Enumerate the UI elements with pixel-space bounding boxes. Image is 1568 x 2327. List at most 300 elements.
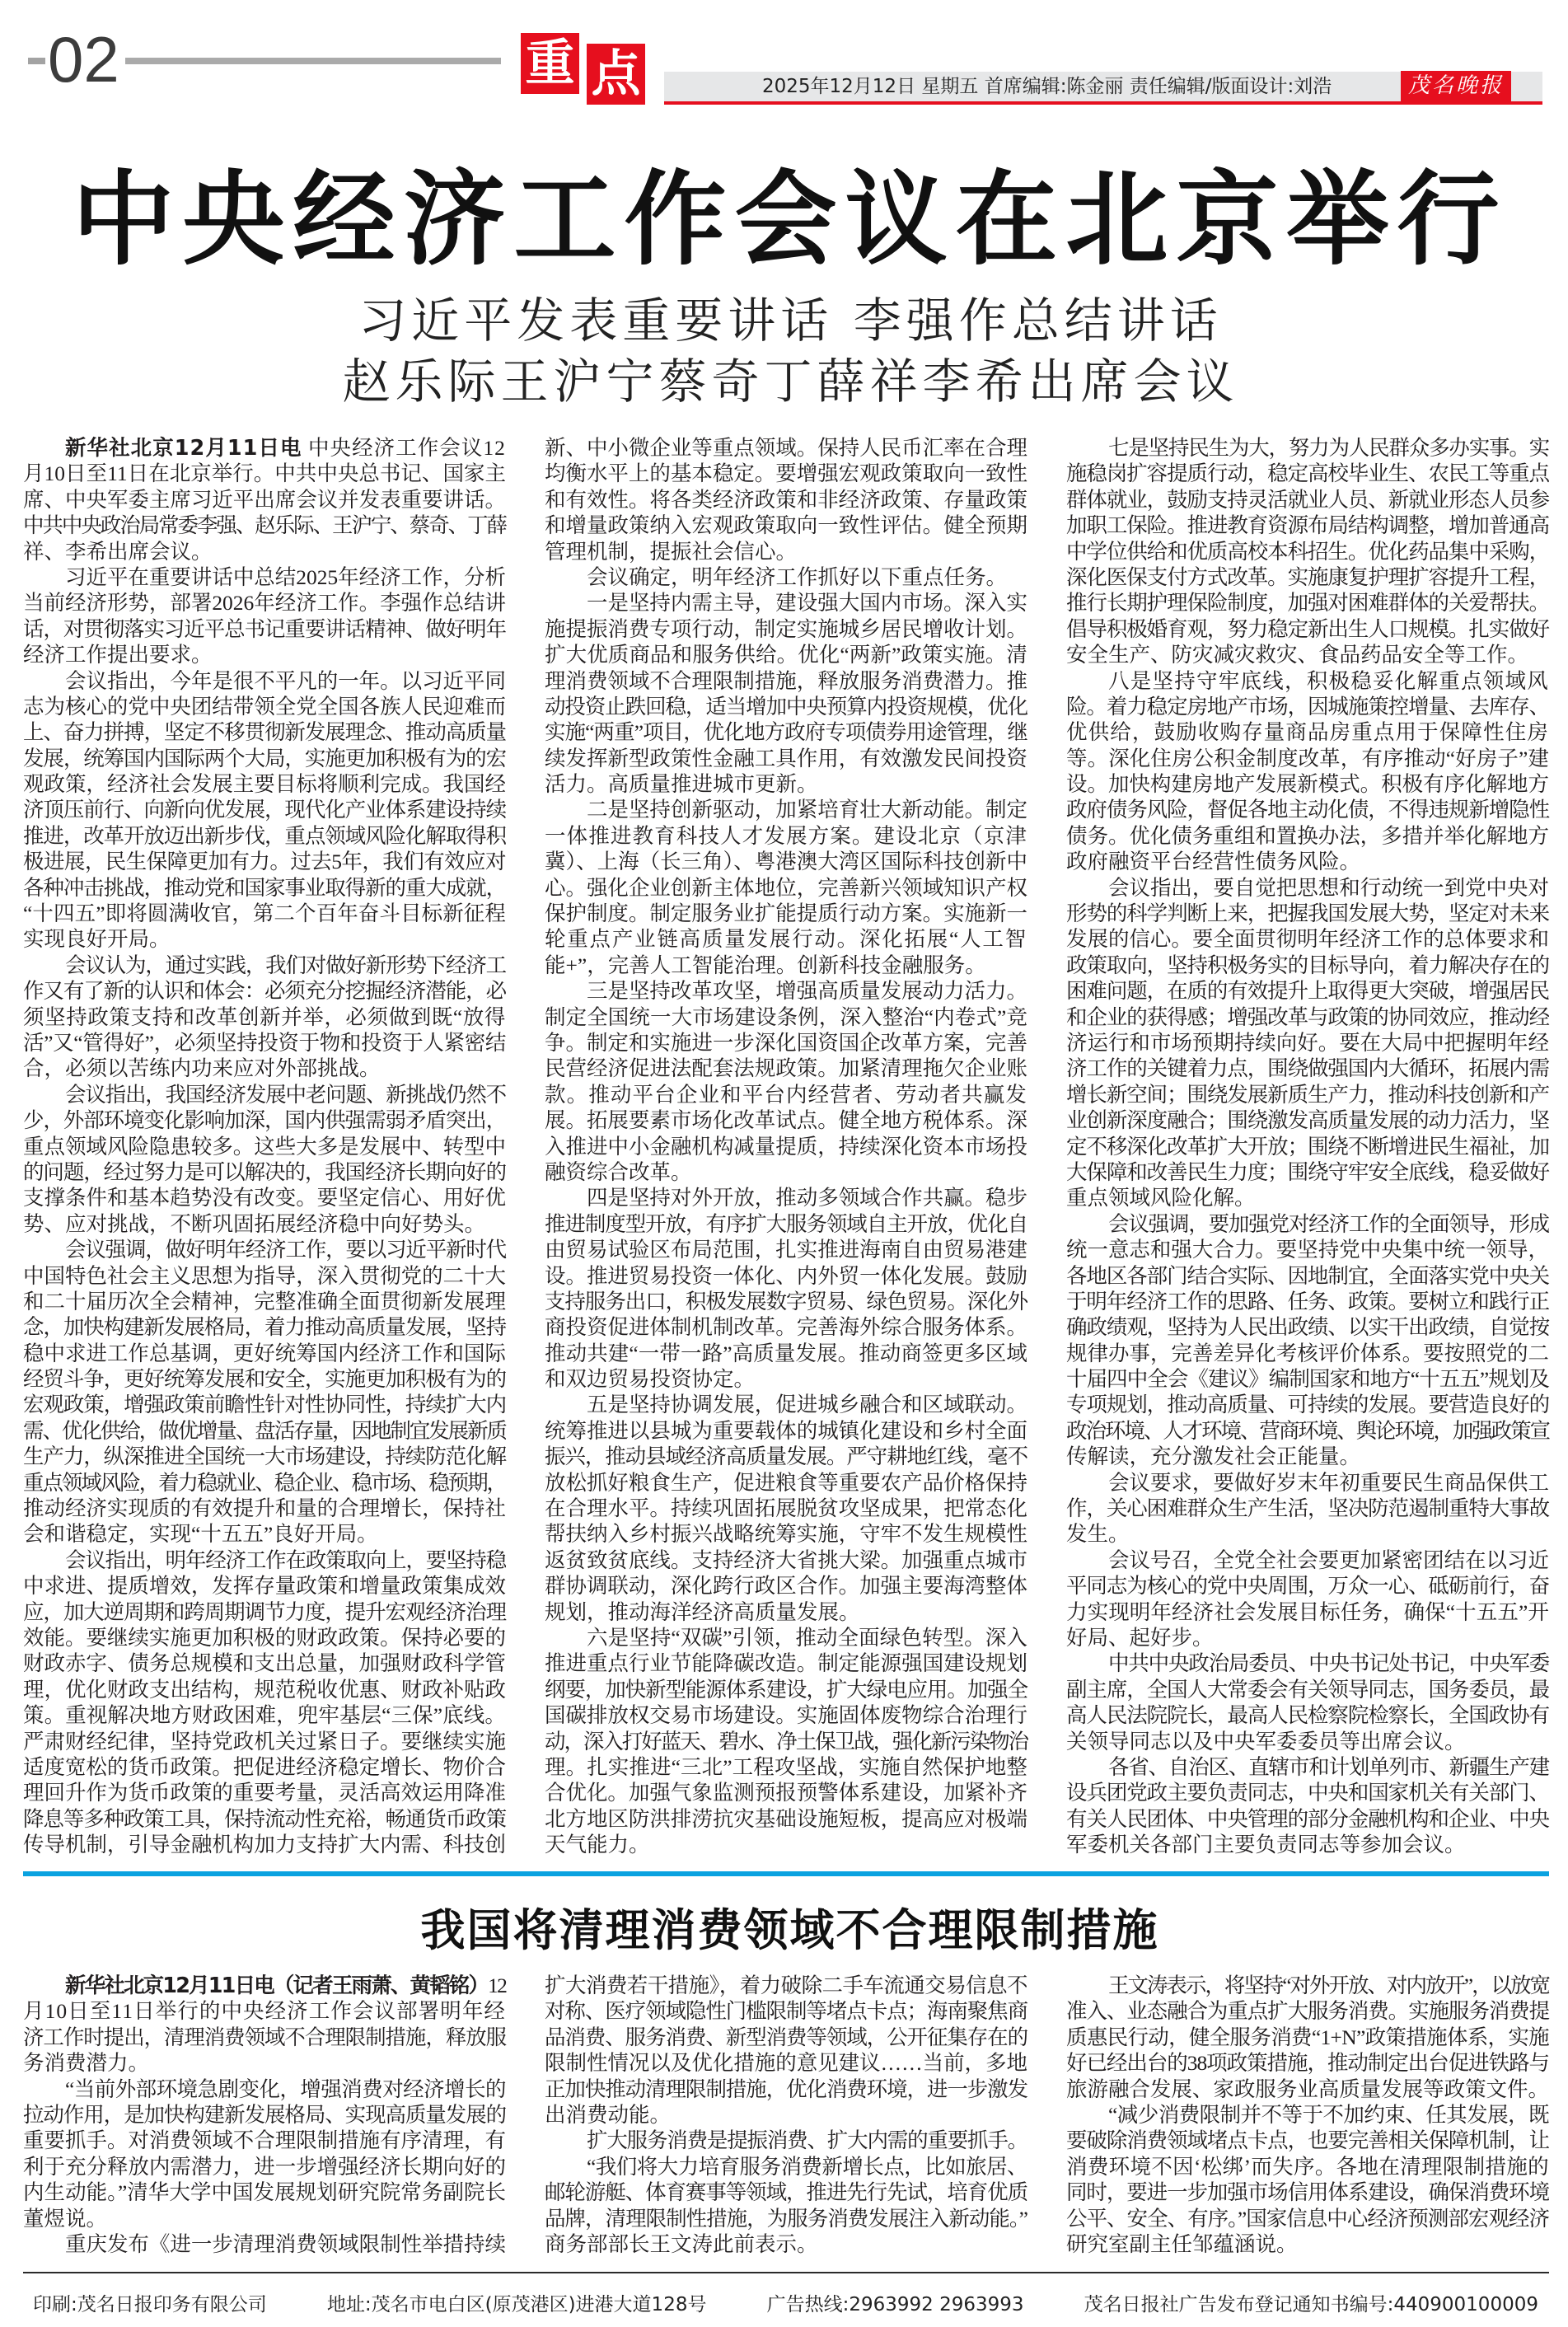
text-line bbox=[545, 539, 1027, 564]
text-line bbox=[1066, 2128, 1549, 2153]
line-content bbox=[23, 901, 506, 926]
line-text: 稳中求进工作总基调，更好统筹国内经济工作和国际 bbox=[23, 1341, 506, 1365]
text-line bbox=[23, 901, 506, 926]
text-line bbox=[545, 1496, 1027, 1521]
text-line bbox=[545, 435, 1027, 461]
text-line bbox=[1066, 1341, 1549, 1366]
line-text: 中共中央政治局常委李强、赵乐际、王沪宁、蔡奇、丁薛 bbox=[23, 513, 506, 538]
line-content bbox=[545, 1107, 1027, 1133]
text-line bbox=[545, 1702, 1027, 1728]
line-content bbox=[23, 1056, 381, 1081]
text-line bbox=[545, 1185, 1027, 1210]
text-line bbox=[545, 1341, 1027, 1366]
text-line bbox=[23, 953, 506, 978]
line-content bbox=[545, 1547, 1027, 1573]
line-content bbox=[23, 746, 506, 771]
line-text: 定不移深化改革扩大开放；围绕不断增进民生福祉，加 bbox=[1066, 1134, 1549, 1159]
text-line bbox=[1066, 1599, 1549, 1625]
line-text: 和企业的获得感；增强改革与政策的协同效应，推动经 bbox=[1066, 1004, 1549, 1029]
line-text: 发生。 bbox=[1066, 1522, 1130, 1547]
text-line bbox=[1066, 435, 1549, 461]
line-content bbox=[587, 978, 1027, 1004]
line-content bbox=[1066, 746, 1549, 771]
line-content bbox=[545, 875, 1027, 901]
line-content bbox=[1066, 1030, 1549, 1056]
line-content bbox=[587, 1625, 1027, 1650]
line-text: 发展的信心。要全面贯彻明年经济工作的总体要求和 bbox=[1066, 927, 1549, 952]
text-line bbox=[1066, 1832, 1549, 1857]
text-line bbox=[1066, 953, 1549, 978]
line-text: 务消费潜力。 bbox=[23, 2051, 150, 2076]
text-line bbox=[1066, 1030, 1549, 1056]
line-text: 保护制度。制定服务业扩能提质行动方案。实施新一 bbox=[545, 901, 1027, 926]
line-content bbox=[1066, 1832, 1466, 1857]
line-text: 各种冲击挑战，推动党和国家事业取得新的重大成就， bbox=[23, 875, 506, 900]
line-content bbox=[1066, 1263, 1549, 1289]
text-line bbox=[23, 1289, 506, 1314]
text-line bbox=[1066, 1159, 1549, 1185]
line-content bbox=[23, 926, 171, 952]
line-text: 大保障和改善民生力度；围绕守牢安全底线，稳妥做好 bbox=[1066, 1159, 1549, 1184]
text-line bbox=[1066, 1625, 1549, 1650]
line-content bbox=[545, 1082, 1027, 1107]
text-line bbox=[545, 668, 1027, 694]
line-text: 均衡水平上的基本稳定。要增强宏观政策取向一致性 bbox=[545, 461, 1027, 486]
text-line bbox=[545, 2128, 1027, 2153]
text-line bbox=[545, 1107, 1027, 1133]
line-text: 施稳岗扩容提质行动，稳定高校毕业生、农民工等重点 bbox=[1066, 461, 1549, 486]
line-text: 帮扶纳入乡村振兴战略统筹实施，守牢不发生规模性 bbox=[545, 1522, 1027, 1547]
text-line bbox=[545, 926, 1027, 952]
line-text: 研究室副主任邹蕴涵说。 bbox=[1066, 2231, 1298, 2256]
text-line bbox=[545, 1470, 1027, 1496]
line-content bbox=[65, 564, 506, 590]
line-content bbox=[1066, 823, 1549, 849]
text-line bbox=[1066, 2050, 1549, 2076]
line-content bbox=[1066, 694, 1549, 719]
line-text: 适度宽松的货币政策。把促进经济稳定增长、物价合 bbox=[23, 1754, 506, 1779]
text-line bbox=[1066, 2180, 1549, 2205]
text-line bbox=[545, 1211, 1027, 1237]
line-content bbox=[545, 1729, 1027, 1754]
line-text: 要破除消费领域堵点卡点，也要完善相关保障机制，让 bbox=[1066, 2128, 1549, 2153]
subheadline bbox=[0, 290, 1568, 412]
line-content bbox=[545, 1366, 755, 1392]
line-text: 能+”，完善人工智能治理。创新科技金融服务。 bbox=[545, 953, 986, 977]
line-text: 旅游融合发展、家政服务业高质量发展等政策文件。 bbox=[1066, 2077, 1549, 2101]
line-content bbox=[1066, 1314, 1549, 1340]
line-text: 加职工保险。推进教育资源布局结构调整，增加普通高 bbox=[1066, 513, 1549, 538]
line-text: 轮重点产业链高质量发展行动。深化拓展“人工智 bbox=[545, 927, 1027, 952]
text-line bbox=[1066, 616, 1549, 642]
line-text: 策。重视解决地方财政困难，兜牢基层“三保”底线。 bbox=[23, 1703, 506, 1728]
line-text: 天气能力。 bbox=[545, 1833, 650, 1857]
line-content bbox=[545, 1998, 1027, 2024]
line-text: 推动共建“一带一路”高质量发展。推动商签更多区域 bbox=[545, 1341, 1027, 1365]
header-red-rule bbox=[664, 101, 1542, 105]
line-content bbox=[1066, 953, 1549, 978]
line-content bbox=[23, 1211, 485, 1237]
text-line bbox=[23, 694, 506, 719]
text-line bbox=[23, 771, 506, 797]
line-text: 会议认为，通过实践，我们对做好新形势下经济工 bbox=[65, 953, 506, 977]
text-line bbox=[23, 1702, 506, 1728]
line-text: 统一意志和强大合力。要坚持党中央集中统一领导， bbox=[1066, 1238, 1549, 1262]
line-content bbox=[545, 746, 1027, 771]
footer-address: 地址:茂名市电白区(原茂港区)进港大道128号 bbox=[326, 2294, 707, 2315]
text-line bbox=[1066, 590, 1549, 616]
text-line bbox=[23, 461, 506, 486]
text-line bbox=[545, 849, 1027, 874]
line-content bbox=[545, 1780, 1027, 1805]
line-text: 八是坚持守牢底线，积极稳妥化解重点领域风 bbox=[1108, 668, 1549, 693]
line-text: 12 bbox=[488, 1974, 506, 1997]
text-line bbox=[1066, 1729, 1549, 1754]
text-line bbox=[1066, 1573, 1549, 1599]
text-line bbox=[545, 2231, 1027, 2257]
line-content bbox=[545, 539, 797, 564]
line-content bbox=[545, 1341, 1027, 1366]
line-content bbox=[545, 487, 1027, 513]
line-content bbox=[545, 513, 1027, 538]
text-line bbox=[1066, 1185, 1549, 1210]
line-content bbox=[545, 2025, 1027, 2050]
line-content bbox=[587, 1185, 1027, 1210]
line-text: 济顶压前行、向新向优发展，现代化产业体系建设持续 bbox=[23, 798, 506, 822]
line-content bbox=[65, 668, 506, 694]
line-text: 会议指出，今年是很不平凡的一年。以习近平同 bbox=[65, 668, 506, 693]
text-line bbox=[23, 1729, 506, 1754]
line-text: 业创新深度融合；围绕激发高质量发展的动力活力，坚 bbox=[1066, 1108, 1549, 1133]
line-content bbox=[1066, 1702, 1549, 1728]
line-content bbox=[1066, 1237, 1549, 1262]
line-content bbox=[545, 1030, 1027, 1056]
text-line bbox=[23, 668, 506, 694]
line-text: 政治环境、人才环境、营商环境、舆论环境，加强政策宣 bbox=[1066, 1418, 1549, 1443]
line-content bbox=[23, 1418, 506, 1444]
text-line bbox=[23, 590, 506, 616]
text-line bbox=[1066, 926, 1549, 952]
line-content bbox=[1066, 849, 1360, 874]
section-label-char: 重 bbox=[521, 33, 579, 94]
text-line bbox=[545, 1004, 1027, 1030]
line-content bbox=[545, 1599, 860, 1625]
text-column bbox=[1066, 1973, 1549, 2257]
line-text: 政府债务风险，督促各地主动化债，不得违规新增隐性 bbox=[1066, 798, 1549, 822]
line-text: 对称、医疗领域隐性门槛限制等堵点卡点；海南聚焦商 bbox=[545, 1999, 1027, 2024]
line-text: 理。扎实推进“三北”工程攻坚战，实施自然保护地整 bbox=[545, 1754, 1027, 1779]
text-line bbox=[1066, 719, 1549, 745]
text-line bbox=[545, 1134, 1027, 1159]
line-text: 中共中央政治局委员、中央书记处书记，中央军委 bbox=[1108, 1651, 1549, 1676]
line-text: 融资综合改革。 bbox=[545, 1159, 692, 1184]
line-content bbox=[1066, 642, 1528, 667]
text-line bbox=[23, 875, 506, 901]
text-line bbox=[1066, 1806, 1549, 1832]
line-content bbox=[1066, 1573, 1549, 1599]
line-content bbox=[1108, 1470, 1549, 1496]
text-line bbox=[545, 616, 1027, 642]
text-line bbox=[1066, 875, 1549, 901]
line-text: 董煜说。 bbox=[23, 2206, 108, 2231]
line-content bbox=[23, 1573, 506, 1599]
line-content bbox=[545, 1418, 1027, 1444]
line-content bbox=[1108, 668, 1549, 694]
line-content bbox=[1066, 564, 1549, 590]
text-line bbox=[1066, 2154, 1549, 2180]
line-text: 倡导积极婚育观，努力稳定新出生人口规模。扎实做好 bbox=[1066, 616, 1549, 641]
line-text: “当前外部环境急剧变化，增强消费对经济增长的 bbox=[65, 2077, 506, 2101]
line-text: 扩大服务消费是提振消费、扩大内需的重要抓手。 bbox=[587, 2128, 1027, 2153]
text-line bbox=[1066, 1470, 1549, 1496]
line-content bbox=[23, 797, 506, 822]
text-line bbox=[545, 487, 1027, 513]
line-content bbox=[1066, 2077, 1549, 2102]
text-line bbox=[1066, 1547, 1549, 1573]
line-text: 七是坚持民生为大，努力为人民群众多办实事。实 bbox=[1108, 436, 1549, 460]
text-line bbox=[1066, 1496, 1549, 1521]
text-line bbox=[23, 823, 506, 849]
text-line bbox=[545, 2154, 1027, 2180]
article-divider bbox=[23, 1871, 1549, 1876]
line-text: 深化医保支付方式改革。实施康复护理扩容提升工程， bbox=[1066, 564, 1549, 589]
text-line bbox=[23, 1973, 506, 1998]
text-line bbox=[23, 926, 506, 952]
header-gray-rule bbox=[125, 58, 501, 64]
line-text: 放松抓好粮食生产，促进粮食等重要农产品价格保持 bbox=[545, 1470, 1027, 1495]
line-text: 振兴，推动县域经济高质量发展。严守耕地红线，毫不 bbox=[545, 1444, 1027, 1469]
line-content bbox=[23, 1107, 506, 1133]
footer-ad-license: 茂名日报社广告发布登记通知书编号:440900100009 bbox=[1084, 2294, 1538, 2315]
text-line bbox=[23, 1599, 506, 1625]
line-text: 关领导同志以及中央军委委员等出席会议。 bbox=[1066, 1729, 1466, 1753]
footer-imprint bbox=[33, 2292, 1538, 2317]
text-line bbox=[545, 746, 1027, 771]
line-text: 款。推动平台企业和平台内经营者、劳动者共赢发 bbox=[545, 1082, 1027, 1107]
text-line bbox=[545, 2050, 1027, 2076]
line-content bbox=[23, 1444, 506, 1469]
text-line bbox=[1066, 539, 1549, 564]
text-line bbox=[545, 1625, 1027, 1650]
text-line bbox=[23, 1056, 506, 1081]
text-line bbox=[1066, 1702, 1549, 1728]
text-line bbox=[1066, 1107, 1549, 1133]
line-text: 拉动作用，是加快构建新发展格局、实现高质量发展的 bbox=[23, 2102, 506, 2127]
text-line bbox=[23, 642, 506, 667]
line-content bbox=[23, 719, 506, 745]
text-line bbox=[23, 797, 506, 822]
line-content bbox=[587, 2128, 1027, 2153]
text-line bbox=[545, 1973, 1027, 1998]
line-content bbox=[545, 2050, 1027, 2076]
line-text: 国碳排放权交易市场建设。实施固体废物综合治理行 bbox=[545, 1703, 1027, 1728]
line-text: 中国特色社会主义思想为指导，深入贯彻党的二十大 bbox=[23, 1263, 506, 1288]
text-line bbox=[1066, 1289, 1549, 1314]
line-content bbox=[23, 2025, 506, 2050]
line-content bbox=[1066, 1599, 1549, 1625]
text-line bbox=[545, 2077, 1027, 2102]
line-content bbox=[545, 1496, 1027, 1521]
line-text: 规律办事，完善差异化考核评价体系。要按照党的二 bbox=[1066, 1341, 1549, 1365]
line-text: 合优化。加强气象监测预报预警体系建设，加紧补齐 bbox=[545, 1781, 1027, 1805]
newspaper-logo: 茂名晚报 bbox=[1401, 71, 1511, 101]
line-text: 济工作时提出，清理消费领域不合理限制措施，释放服 bbox=[23, 2025, 506, 2049]
line-content bbox=[65, 1237, 506, 1262]
line-text: 和双边贸易投资协定。 bbox=[545, 1367, 756, 1392]
line-content bbox=[545, 2102, 671, 2128]
line-text: 会议强调，做好明年经济工作，要以习近平新时代 bbox=[65, 1238, 506, 1262]
line-text: 宏观政策，增强政策前瞻性针对性协同性，持续扩大内 bbox=[23, 1393, 506, 1417]
text-line bbox=[23, 1832, 506, 1857]
text-line bbox=[545, 2025, 1027, 2050]
line-text: 各省、自治区、直辖市和计划单列市、新疆生产建 bbox=[1108, 1754, 1549, 1779]
text-line bbox=[23, 1521, 506, 1547]
footer-printer: 印刷:茂名日报印务有限公司 bbox=[33, 2294, 267, 2315]
text-line bbox=[23, 616, 506, 642]
line-content bbox=[1066, 2025, 1549, 2050]
line-text: 五是坚持协调发展，促进城乡融合和区域联动。 bbox=[587, 1393, 1027, 1417]
line-text: 困难问题，在质的有效提升上取得更大突破，增强居民 bbox=[1066, 979, 1549, 1004]
line-content bbox=[545, 1573, 1027, 1599]
text-line bbox=[545, 461, 1027, 486]
line-text: 重点领域风险化解。 bbox=[1066, 1186, 1256, 1210]
line-text: 利于充分释放内需潜力，进一步增强经济长期向好的 bbox=[23, 2154, 506, 2179]
text-line bbox=[1066, 1366, 1549, 1392]
line-content bbox=[545, 926, 1027, 952]
line-text: 传导机制，引导金融机构加力支持扩大内需、科技创 bbox=[23, 1833, 506, 1857]
text-line bbox=[23, 1392, 506, 1417]
line-content bbox=[23, 1263, 506, 1289]
line-text: 商务部部长王文涛此前表示。 bbox=[545, 2231, 818, 2256]
line-content bbox=[1066, 1289, 1549, 1314]
line-text: 群体就业，鼓励支持灵活就业人员、新就业形态人员参 bbox=[1066, 487, 1549, 512]
line-text: 二是坚持创新驱动，加紧培育壮大新动能。制定 bbox=[587, 798, 1027, 822]
text-line bbox=[545, 642, 1027, 667]
text-line bbox=[23, 1341, 506, 1366]
line-text: 扩大优质商品和服务供给。优化“两新”政策实施。清 bbox=[545, 643, 1027, 667]
line-text: 新、中小微企业等重点领域。保持人民币汇率在合理 bbox=[545, 436, 1027, 460]
line-content bbox=[23, 513, 506, 538]
line-content bbox=[23, 616, 506, 642]
line-text: 观政策，经济社会发展主要目标将顺利完成。我国经 bbox=[23, 772, 506, 797]
line-content bbox=[545, 1004, 1027, 1030]
text-line bbox=[545, 901, 1027, 926]
text-line bbox=[23, 2206, 506, 2231]
line-content bbox=[587, 590, 1027, 616]
line-content bbox=[1066, 1366, 1549, 1392]
line-text: 王文涛表示，将坚持“对外开放、对内放开”，以放宽 bbox=[1108, 1974, 1549, 1997]
text-line bbox=[1066, 1650, 1549, 1676]
line-text: 平同志为核心的党中央周围，万众一心、砥砺前行，奋 bbox=[1066, 1574, 1549, 1599]
line-content bbox=[23, 1470, 506, 1496]
line-content bbox=[23, 2180, 506, 2205]
line-text: 活”又“管得好”，必须坚持投资于物和投资于人紧密结 bbox=[23, 1030, 506, 1055]
text-line bbox=[545, 875, 1027, 901]
line-text: 实施“两重”项目，优化地方政府专项债券用途管理，继 bbox=[545, 720, 1027, 745]
line-content bbox=[23, 694, 506, 719]
line-content bbox=[23, 539, 213, 564]
line-text: 好已经出台的38项政策措施，推动制定出台促进铁路与 bbox=[1066, 2051, 1549, 2076]
line-content bbox=[1066, 1729, 1466, 1754]
text-line bbox=[1066, 1211, 1549, 1237]
text-line bbox=[23, 513, 506, 538]
line-text: 极进展，民生保障更加有力。过去5年，我们有效应对 bbox=[23, 850, 506, 874]
line-text: 一体推进教育科技人才发展方案。建设北京（京津 bbox=[545, 823, 1027, 848]
line-content bbox=[1066, 1521, 1130, 1547]
line-text: 争。制定和实施进一步深化国资国企改革方案，完善 bbox=[545, 1030, 1027, 1055]
line-text: 品牌，清理限制性措施，为服务消费发展注入新动能。” bbox=[545, 2206, 1027, 2231]
line-text: 等。深化住房公积金制度改革，有序推动“好房子”建 bbox=[1066, 746, 1549, 770]
dateline-lead: 新华社北京12月11日电（记者王雨萧、黄韬铭） bbox=[65, 1974, 489, 1998]
line-text: 会议指出，明年经济工作在政策取向上，要坚持稳 bbox=[65, 1547, 506, 1572]
line-content bbox=[545, 1677, 1027, 1702]
text-line bbox=[545, 1314, 1027, 1340]
text-line bbox=[23, 1237, 506, 1262]
line-content bbox=[23, 1521, 378, 1547]
line-text: 各地区各部门结合实际、因地制宜，全面落实党中央关 bbox=[1066, 1263, 1549, 1288]
text-line bbox=[1066, 487, 1549, 513]
text-line bbox=[545, 1521, 1027, 1547]
line-text: 北方地区防洪排涝抗灾基础设施短板，提高应对极端 bbox=[545, 1806, 1027, 1831]
text-line bbox=[545, 1263, 1027, 1289]
line-text: 推进制度型开放，有序扩大服务领域自主开放，优化自 bbox=[545, 1211, 1027, 1236]
text-line bbox=[1066, 978, 1549, 1004]
line-text: 动投资止跌回稳，适当增加中央预算内投资规模，优化 bbox=[545, 694, 1027, 719]
line-text: 活力。高质量推进城市更新。 bbox=[545, 772, 818, 797]
line-content bbox=[1066, 1082, 1549, 1107]
text-line bbox=[23, 2050, 506, 2076]
line-text: 冀）、上海（长三角）、粤港澳大湾区国际科技创新中 bbox=[545, 850, 1027, 874]
line-content bbox=[545, 1056, 1027, 1081]
text-line bbox=[1066, 1754, 1549, 1780]
line-content bbox=[23, 1030, 506, 1056]
line-content bbox=[545, 1263, 1027, 1289]
line-text: 副主席，全国人大常委会有关领导同志，国务委员，最 bbox=[1066, 1677, 1549, 1702]
line-content bbox=[1066, 1056, 1549, 1081]
text-line bbox=[23, 1625, 506, 1650]
text-line bbox=[1066, 1780, 1549, 1805]
line-text: 高人民法院院长，最高人民检察院检察长，全国政协有 bbox=[1066, 1703, 1549, 1728]
line-text: 应，加大逆周期和跨周期调节力度，提升宏观经济治理 bbox=[23, 1599, 506, 1624]
line-text: 重点领域风险，着力稳就业、稳企业、稳市场、稳预期， bbox=[23, 1470, 506, 1495]
text-line bbox=[1066, 1237, 1549, 1262]
text-line bbox=[23, 1107, 506, 1133]
main-article-body bbox=[0, 435, 1568, 1859]
text-line bbox=[23, 1806, 506, 1832]
text-line bbox=[545, 1056, 1027, 1081]
line-text: 出消费动能。 bbox=[545, 2102, 672, 2127]
line-text: 品消费、服务消费、新型消费等领域，公开征集存在的 bbox=[545, 2025, 1027, 2049]
line-content bbox=[23, 1806, 506, 1832]
line-text: 和增量政策纳入宏观政策取向一致性评估。健全预期 bbox=[545, 513, 1027, 538]
line-text: 邮轮游艇、体育赛事等领域，推进先行先试，培育优质 bbox=[545, 2180, 1027, 2205]
text-line bbox=[545, 953, 1027, 978]
line-text: 习近平在重要讲话中总结2025年经济工作，分析 bbox=[65, 564, 506, 589]
text-line bbox=[1066, 771, 1549, 797]
line-text: 会议指出，我国经济发展中老问题、新挑战仍然不 bbox=[65, 1082, 506, 1107]
line-text: 作，关心困难群众生产生活，坚决防范遏制重特大事故 bbox=[1066, 1496, 1549, 1521]
second-headline: 我国将清理消费领域不合理限制措施 bbox=[420, 1904, 1159, 1956]
line-content bbox=[545, 901, 1027, 926]
text-line bbox=[23, 1159, 506, 1185]
line-text: 会议要求，要做好岁末年初重要民生商品保供工 bbox=[1108, 1470, 1549, 1495]
text-line bbox=[545, 1677, 1027, 1702]
subheadline-line: 赵乐际王沪宁蔡奇丁薛祥李希出席会议 bbox=[342, 353, 1239, 410]
line-content bbox=[65, 2077, 506, 2102]
line-text: 公平、安全、有序。”国家信息中心经济预测部宏观经济 bbox=[1066, 2206, 1549, 2231]
line-text: 祥、李希出席会议。 bbox=[23, 539, 213, 564]
line-content bbox=[23, 1341, 506, 1366]
